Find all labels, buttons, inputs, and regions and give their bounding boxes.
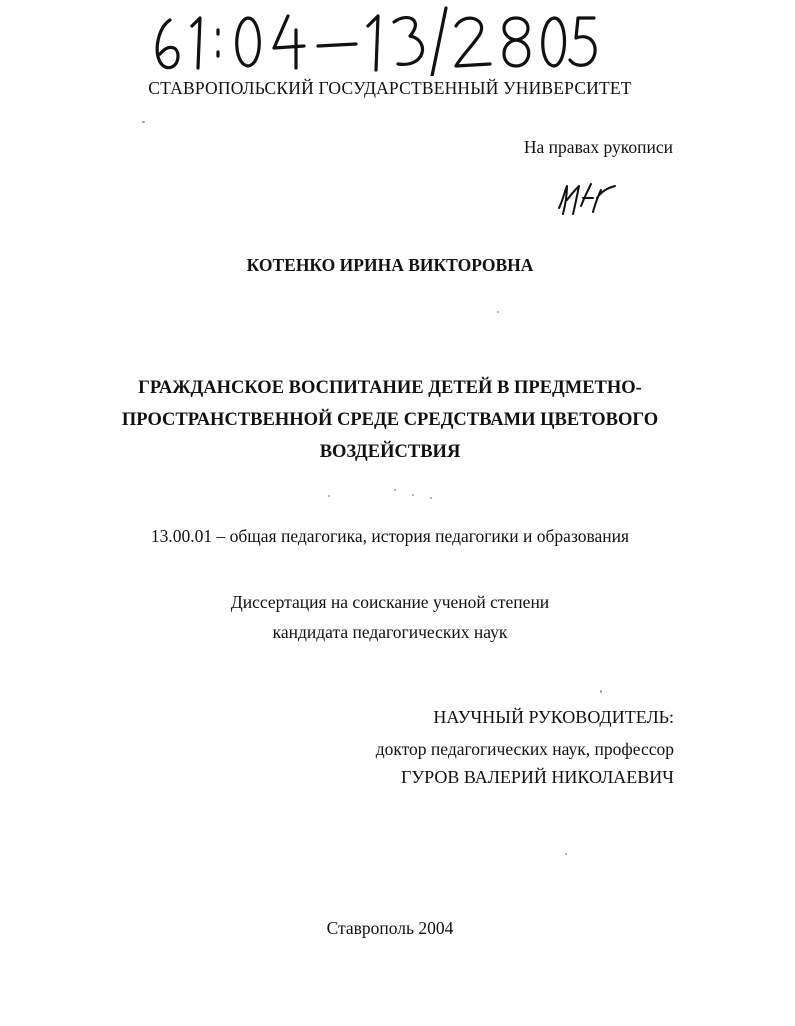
manuscript-rights-note: На правах рукописи bbox=[523, 137, 673, 157]
city-year: Ставрополь 2004 bbox=[326, 918, 454, 938]
university-name: СТАВРОПОЛЬСКИЙ ГОСУДАРСТВЕННЫЙ УНИВЕРСИТЕТ bbox=[148, 78, 632, 98]
author-name: КОТЕНКО ИРИНА ВИКТОРОВНА bbox=[246, 255, 534, 275]
degree-line: Диссертация на соискание ученой степени bbox=[230, 592, 550, 612]
scan-speck bbox=[430, 497, 432, 499]
dissertation-title bbox=[100, 372, 680, 468]
scan-speck bbox=[497, 311, 499, 313]
handwritten-signature bbox=[553, 178, 623, 218]
title-line: ГРАЖДАНСКОЕ ВОСПИТАНИЕ ДЕТЕЙ В ПРЕДМЕТНО- bbox=[138, 378, 642, 398]
specialty-code: 13.00.01 – общая педагогика, история педагогики и образования bbox=[150, 526, 630, 546]
supervisor-label: НАУЧНЫЙ РУКОВОДИТЕЛЬ: bbox=[433, 707, 674, 727]
dissertation-degree bbox=[0, 587, 780, 647]
supervisor-name: ГУРОВ ВАЛЕРИЙ НИКОЛАЕВИЧ bbox=[400, 767, 674, 787]
scan-speck bbox=[600, 690, 602, 693]
supervisor-block bbox=[376, 706, 674, 788]
scan-speck bbox=[565, 853, 567, 855]
title-line: ПРОСТРАНСТВЕННОЙ СРЕДЕ СРЕДСТВАМИ ЦВЕТОВОГО bbox=[121, 410, 659, 430]
degree-line: кандидата педагогических наук bbox=[272, 622, 508, 642]
scan-speck bbox=[412, 494, 414, 496]
supervisor-degree: доктор педагогических наук, профессор bbox=[375, 739, 674, 759]
title-line: ВОЗДЕЙСТВИЯ bbox=[319, 442, 461, 462]
handwritten-archive-number bbox=[148, 4, 598, 76]
scan-speck bbox=[142, 121, 145, 123]
scan-speck bbox=[328, 495, 330, 497]
scan-speck bbox=[394, 489, 396, 491]
